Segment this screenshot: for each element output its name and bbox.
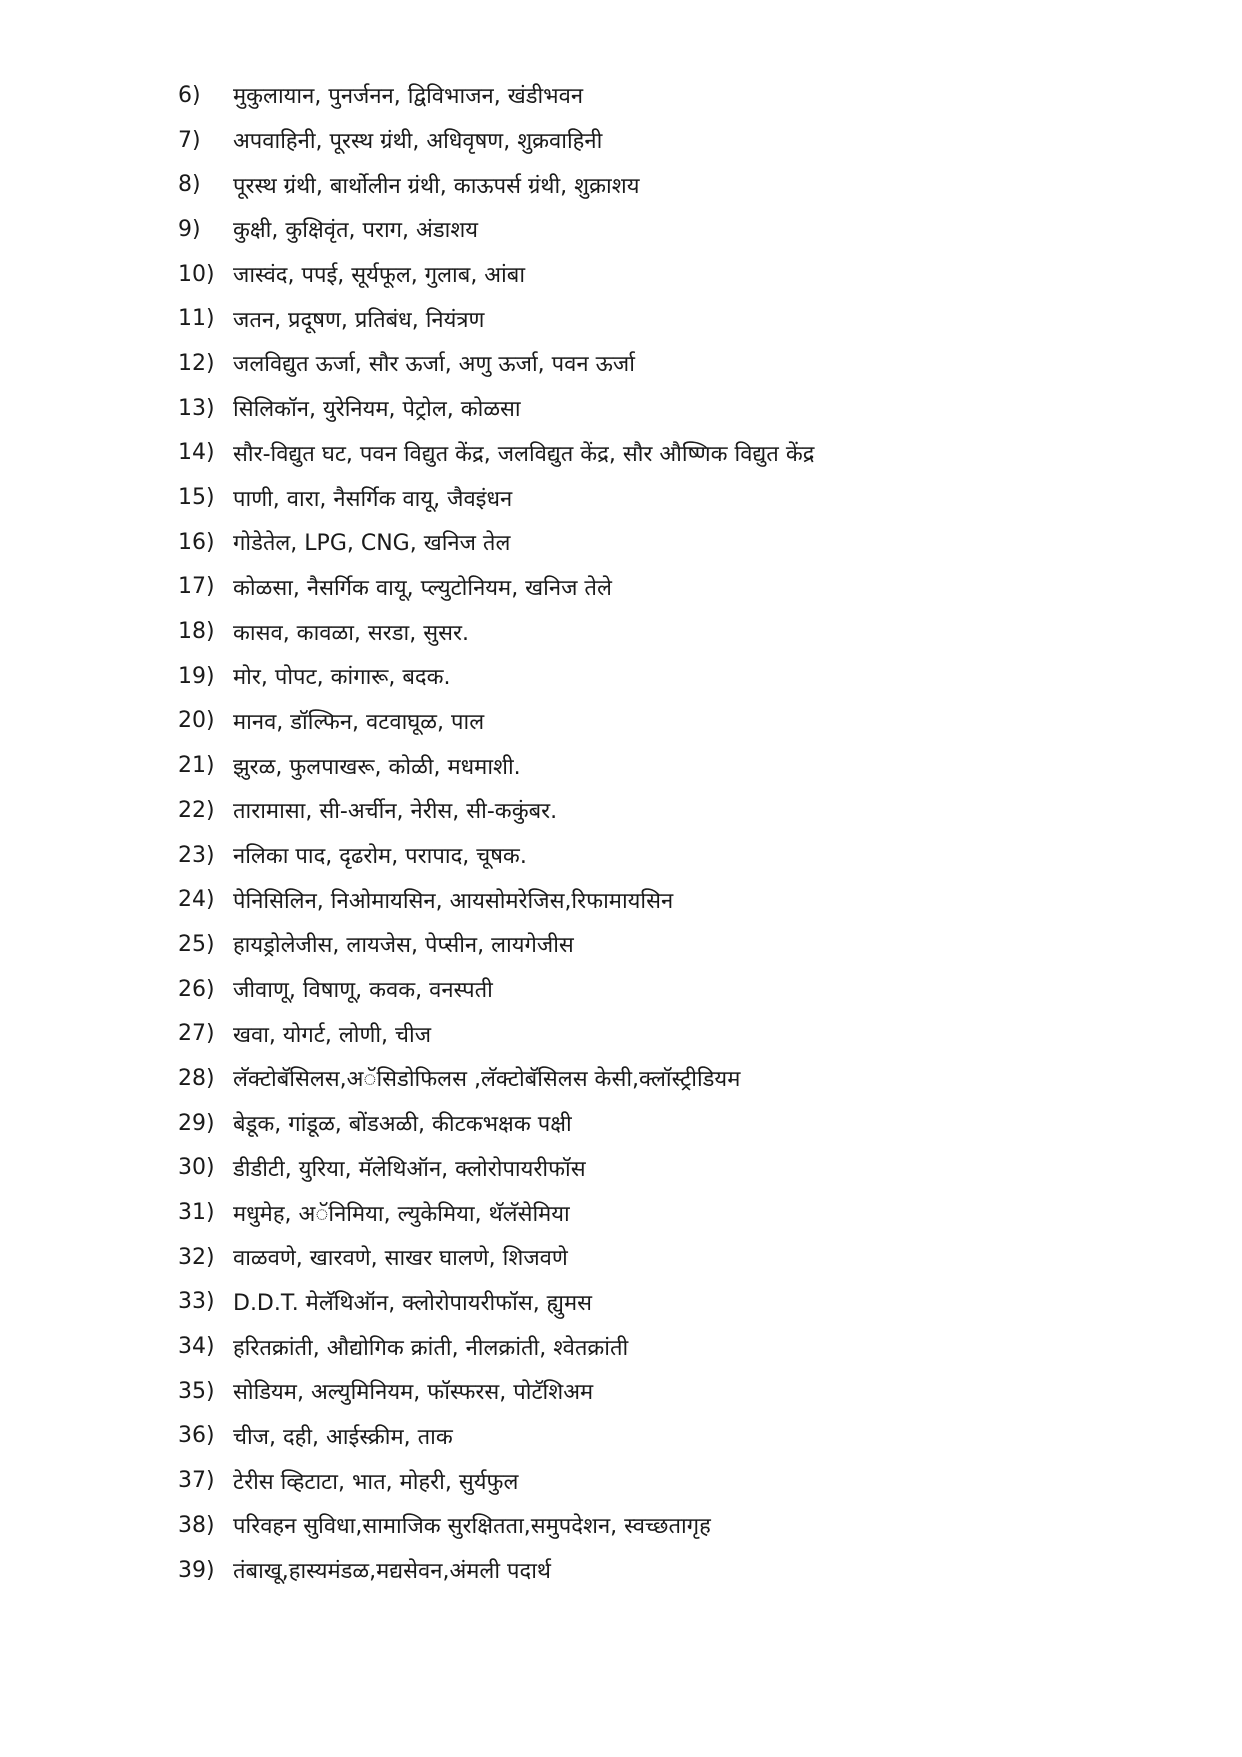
item-number: 24) [178,887,215,913]
item-number: 35) [178,1378,215,1404]
item-number: 7) [178,127,201,153]
list-item [178,341,1178,386]
item-text: लॅक्टोबॅसिलस,अॅसिडोफिलस ,लॅक्टोबॅसिलस केसी,क्लॉस्ट्रीडियम [233,1067,741,1093]
item-number: 27) [178,1021,215,1047]
item-number: 6) [178,82,201,108]
item-text: परिवहन सुविधा,सामाजिक सुरक्षितता,समुपदेशन, स्वच्छतागृह [233,1514,711,1540]
item-number: 33) [178,1289,215,1315]
list-item [178,1190,1178,1235]
item-number: 10) [178,261,215,287]
list-item [178,877,1178,922]
item-text: कोळसा, नैसर्गिक वायू, प्ल्युटोनियम, खनिज तेले [233,575,612,601]
item-text: कुक्षी, कुक्षिवृंत, पराग, अंडाशय [233,218,479,244]
item-number: 9) [178,216,201,242]
item-text: बेडूक, गांडूळ, बोंडअळी, कीटकभक्षक पक्षी [233,1112,572,1138]
list-item [178,386,1178,431]
item-text: हरितक्रांती, औद्योगिक क्रांती, नीलक्रांती, श्वेतक्रांती [233,1335,629,1361]
list-item [178,1056,1178,1101]
list-item [178,743,1178,788]
item-number: 28) [178,1065,215,1091]
item-text: नलिका पाद, दृढरोम, परापाद, चूषक. [233,844,527,870]
list-item [178,1011,1178,1056]
item-number: 23) [178,842,215,868]
list-item [178,118,1178,163]
item-text: मोर, पोपट, कांगारू, बदक. [233,665,451,691]
item-text: पेनिसिलिन, निओमायसिन, आयसोमरेजिस,रिफामायसिन [233,888,674,914]
item-number: 8) [178,172,201,198]
item-number: 13) [178,395,215,421]
item-number: 38) [178,1512,215,1538]
item-number: 21) [178,753,215,779]
list-item [178,1503,1178,1548]
item-text: मानव, डॉल्फिन, वटवाघूळ, पाल [233,709,485,735]
list-item [178,475,1178,520]
list-item [178,967,1178,1012]
list-item [178,1235,1178,1280]
item-number: 34) [178,1334,215,1360]
item-text: झुरळ, फुलपाखरू, कोळी, मधमाशी. [233,754,521,780]
item-text: टेरीस व्हिटाटा, भात, मोहरी, सुर्यफुल [233,1469,519,1495]
item-number: 30) [178,1155,215,1181]
item-number: 18) [178,619,215,645]
list-item [178,1414,1178,1459]
list-item [178,1101,1178,1146]
list-item [178,699,1178,744]
item-number: 20) [178,708,215,734]
list-item [178,922,1178,967]
list-item [178,1369,1178,1414]
item-text: हायड्रोलेजीस, लायजेस, पेप्सीन, लायगेजीस [233,933,574,959]
list-item [178,609,1178,654]
item-text: मुकुलायान, पुनर्जनन, द्विविभाजन, खंडीभवन [233,84,584,110]
item-number: 29) [178,1110,215,1136]
item-text: तारामासा, सी-अर्चीन, नेरीस, सी-ककुंबर. [233,799,558,825]
item-number: 16) [178,529,215,555]
item-number: 39) [178,1557,215,1583]
list-item [178,73,1178,118]
item-text: खवा, योगर्ट, लोणी, चीज [233,1022,432,1048]
item-text: मधुमेह, अॅनिमिया, ल्युकेमिया, थॅलॅसेमिया [233,1201,570,1227]
item-text: जलविद्युत ऊर्जा, सौर ऊर्जा, अणु ऊर्जा, पवन ऊर्जा [233,352,635,378]
item-text: जीवाणू, विषाणू, कवक, वनस्पती [233,978,493,1004]
list-item [178,296,1178,341]
item-number: 17) [178,574,215,600]
list-item [178,1458,1178,1503]
item-text: डीडीटी, युरिया, मॅलेथिऑन, क्लोरोपायरीफॉस [233,1156,586,1182]
list-item [178,1548,1178,1593]
item-text: अपवाहिनी, पूरस्थ ग्रंथी, अधिवृषण, शुक्रवाहिनी [233,129,603,155]
item-number: 31) [178,1200,215,1226]
item-number: 37) [178,1468,215,1494]
list-item [178,1280,1178,1325]
item-number: 14) [178,440,215,466]
item-text: पाणी, वारा, नैसर्गिक वायू, जैवइंधन [233,486,513,512]
item-text: जास्वंद, पपई, सूर्यफूल, गुलाब, आंबा [233,263,526,289]
item-text: गोडेतेल, LPG, CNG, खनिज तेल [233,531,511,557]
item-number: 25) [178,931,215,957]
list-item [178,788,1178,833]
item-text: कासव, कावळा, सरडा, सुसर. [233,620,469,646]
item-number: 32) [178,1244,215,1270]
item-number: 19) [178,663,215,689]
item-text: चीज, दही, आईस्क्रीम, ताक [233,1424,453,1450]
list-item [178,565,1178,610]
item-text: सिलिकॉन, युरेनियम, पेट्रोल, कोळसा [233,397,521,423]
item-number: 36) [178,1423,215,1449]
item-text: वाळवणे, खारवणे, साखर घालणे, शिजवणे [233,1246,568,1272]
item-number: 12) [178,350,215,376]
item-number: 11) [178,306,215,332]
list-item [178,654,1178,699]
item-number: 22) [178,797,215,823]
item-text: D.D.T. मेलॅथिऑन, क्लोरोपायरीफॉस, ह्युमस [233,1290,593,1316]
item-text: जतन, प्रदूषण, प्रतिबंध, नियंत्रण [233,307,485,333]
item-text: सौर-विद्युत घट, पवन विद्युत केंद्र, जलविद्युत केंद्र, सौर औष्णिक विद्युत केंद्र [233,441,815,467]
answer-list [178,73,1178,1592]
list-item [178,252,1178,297]
list-item [178,207,1178,252]
list-item [178,431,1178,476]
item-number: 26) [178,976,215,1002]
list-item [178,162,1178,207]
list-item [178,520,1178,565]
item-text: सोडियम, अल्युमिनियम, फॉस्फरस, पोटॅशिअम [233,1380,594,1406]
item-text: तंबाखू,हास्यमंडळ,मद्यसेवन,अंमली पदार्थ [233,1559,551,1585]
list-item [178,1324,1178,1369]
item-number: 15) [178,485,215,511]
list-item [178,833,1178,878]
list-item [178,1146,1178,1191]
item-text: पूरस्थ ग्रंथी, बार्थोलीन ग्रंथी, काऊपर्स ग्रंथी, शुक्राशय [233,173,640,199]
